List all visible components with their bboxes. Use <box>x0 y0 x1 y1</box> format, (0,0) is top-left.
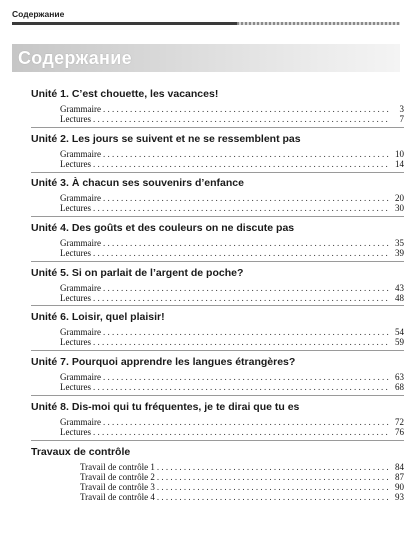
unit-title[interactable]: Unité 3. À chacun ses souvenirs d’enfance <box>31 177 244 189</box>
entry-label: Grammaire <box>60 327 101 337</box>
page-number: 72 <box>395 417 404 427</box>
unit-title[interactable]: Unité 4. Des goûts et des couleurs on ne discute pas <box>31 222 295 234</box>
page-number: 10 <box>395 149 404 159</box>
page-number: 35 <box>395 238 404 248</box>
entry-label: Lectures <box>60 159 91 169</box>
section-divider <box>31 395 404 396</box>
entry-label: Travail de contrôle 4 <box>80 492 155 502</box>
page-number: 76 <box>395 427 404 437</box>
page-number: 14 <box>395 159 404 169</box>
entry-label: Grammaire <box>60 417 101 427</box>
page-number: 84 <box>395 462 404 472</box>
section-divider <box>31 350 404 351</box>
page-number: 3 <box>399 104 404 114</box>
page-number: 63 <box>395 372 404 382</box>
toc-entry[interactable] <box>60 248 404 259</box>
page-number: 87 <box>395 472 404 482</box>
toc-entry[interactable] <box>60 382 404 393</box>
page-number: 90 <box>395 482 404 492</box>
entry-label: Lectures <box>60 337 91 347</box>
entry-label: Lectures <box>60 248 91 258</box>
entry-label: Travail de contrôle 2 <box>80 472 155 482</box>
toc-entry[interactable] <box>60 427 404 438</box>
page-number: 7 <box>399 114 404 124</box>
toc-entry[interactable] <box>60 203 404 214</box>
unit-title[interactable]: Unité 8. Dis-moi qui tu fréquentes, je te dirai que tu es <box>31 401 300 413</box>
entry-label: Lectures <box>60 382 91 392</box>
page-number: 39 <box>395 248 404 258</box>
section-divider <box>31 305 404 306</box>
entry-label: Grammaire <box>60 193 101 203</box>
toc-entry[interactable] <box>60 337 404 348</box>
page-title: Содержание <box>18 48 132 68</box>
toc-entry[interactable] <box>80 492 404 503</box>
toc-entry[interactable] <box>60 114 404 125</box>
section-divider <box>31 261 404 262</box>
controls-title[interactable]: Travaux de contrôle <box>31 446 131 458</box>
page-number: 93 <box>395 492 404 502</box>
page-number: 30 <box>395 203 404 213</box>
entry-label: Lectures <box>60 293 91 303</box>
page-number: 68 <box>395 382 404 392</box>
unit-title[interactable]: Unité 1. C’est chouette, les vacances! <box>31 88 219 100</box>
unit-title[interactable]: Unité 7. Pourquoi apprendre les langues étrangères? <box>31 356 296 368</box>
unit-title[interactable]: Unité 6. Loisir, quel plaisir! <box>31 311 165 323</box>
entry-label: Grammaire <box>60 238 101 248</box>
entry-label: Travail de contrôle 3 <box>80 482 155 492</box>
entry-label: Travail de contrôle 1 <box>80 462 155 472</box>
page-number: 54 <box>395 327 404 337</box>
unit-title[interactable]: Unité 5. Si on parlait de l’argent de poche? <box>31 267 244 279</box>
page-number: 43 <box>395 283 404 293</box>
page-number: 59 <box>395 337 404 347</box>
entry-label: Lectures <box>60 114 91 124</box>
section-divider <box>31 216 404 217</box>
section-divider <box>31 172 404 173</box>
entry-label: Grammaire <box>60 149 101 159</box>
page-number: 20 <box>395 193 404 203</box>
entry-label: Lectures <box>60 427 91 437</box>
section-divider <box>31 127 404 128</box>
entry-label: Grammaire <box>60 372 101 382</box>
entry-label: Lectures <box>60 203 91 213</box>
toc-entry[interactable] <box>60 159 404 170</box>
section-divider <box>31 440 404 441</box>
toc-entry[interactable] <box>60 293 404 304</box>
entry-label: Grammaire <box>60 104 101 114</box>
unit-title[interactable]: Unité 2. Les jours se suivent et ne se ressemblent pas <box>31 133 301 145</box>
entry-label: Grammaire <box>60 283 101 293</box>
running-head: Содержание <box>12 9 65 19</box>
page-number: 48 <box>395 293 404 303</box>
